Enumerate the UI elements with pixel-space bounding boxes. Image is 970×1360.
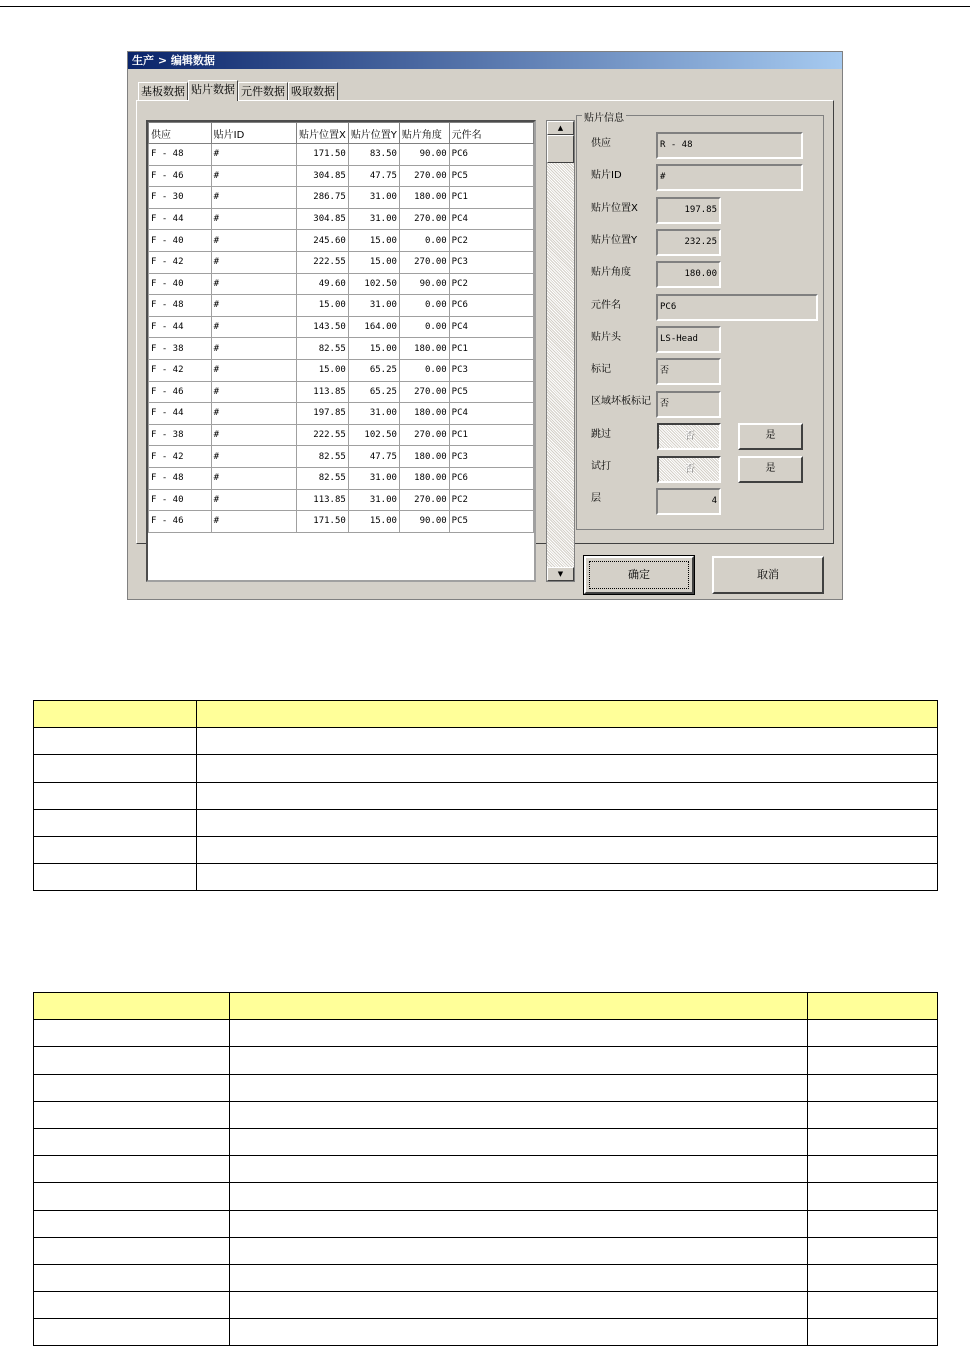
table-cell	[230, 1047, 808, 1074]
trial-yes-button[interactable]: 是	[738, 456, 803, 483]
cell-angle[interactable]: 0.00	[399, 359, 449, 381]
cell-pos-y[interactable]: 15.00	[348, 338, 399, 360]
cell-supply[interactable]: F - 38	[149, 338, 212, 360]
cell-pos-y[interactable]: 15.00	[348, 251, 399, 273]
table-cell	[197, 809, 938, 836]
table-row	[34, 1128, 938, 1155]
table-cell	[197, 782, 938, 809]
head-label: 贴片头	[591, 332, 621, 343]
cell-placement-id[interactable]: #	[211, 165, 296, 187]
focus-rect	[589, 561, 689, 589]
cell-pos-y[interactable]: 65.25	[348, 359, 399, 381]
table-row[interactable]	[149, 144, 534, 166]
head-field[interactable]: LS-Head	[656, 326, 721, 353]
cell-placement-id[interactable]: #	[211, 208, 296, 230]
table-cell	[34, 1319, 230, 1346]
table-row	[34, 1237, 938, 1264]
table-cell	[34, 1292, 230, 1319]
cell-supply[interactable]: F - 48	[149, 295, 212, 317]
angle-label: 贴片角度	[591, 267, 631, 278]
placement-id-field[interactable]: #	[656, 164, 803, 191]
cell-angle[interactable]: 90.00	[399, 273, 449, 295]
cell-part-name[interactable]: PC4	[449, 316, 533, 338]
cell-pos-x[interactable]: 49.60	[296, 273, 348, 295]
cell-supply[interactable]: F - 40	[149, 230, 212, 252]
cell-pos-x[interactable]: 82.55	[296, 467, 348, 489]
table-row[interactable]	[149, 424, 534, 446]
cell-part-name[interactable]: PC4	[449, 208, 533, 230]
cell-angle[interactable]: 270.00	[399, 424, 449, 446]
cell-placement-id[interactable]: #	[211, 338, 296, 360]
cell-supply[interactable]: F - 48	[149, 467, 212, 489]
table-cell	[34, 1183, 230, 1210]
cell-placement-id[interactable]: #	[211, 187, 296, 209]
cell-pos-y[interactable]: 31.00	[348, 403, 399, 425]
table-row	[34, 836, 938, 863]
table-row[interactable]	[149, 316, 534, 338]
table-cell	[34, 836, 197, 863]
table-row	[34, 1074, 938, 1101]
cell-placement-id[interactable]: #	[211, 381, 296, 403]
cell-pos-x[interactable]: 197.85	[296, 403, 348, 425]
layer-field[interactable]: 4	[656, 488, 721, 515]
cell-pos-x[interactable]: 82.55	[296, 446, 348, 468]
table-cell	[34, 1264, 230, 1291]
doc-table-2	[33, 992, 938, 1346]
cell-placement-id[interactable]: #	[211, 467, 296, 489]
cell-supply[interactable]: F - 44	[149, 208, 212, 230]
col-header-placement-id[interactable]: 贴片ID	[211, 123, 296, 144]
table-row[interactable]	[149, 165, 534, 187]
mark-label: 标记	[591, 364, 611, 375]
dialog-title: 生产 > 编辑数据	[128, 52, 842, 69]
cell-placement-id[interactable]: #	[211, 489, 296, 511]
table-row[interactable]	[149, 359, 534, 381]
cell-pos-y[interactable]: 31.00	[348, 295, 399, 317]
cell-pos-y[interactable]: 102.50	[348, 273, 399, 295]
table-cell	[34, 1156, 230, 1183]
scroll-thumb[interactable]	[547, 135, 574, 163]
cell-part-name[interactable]: PC1	[449, 338, 533, 360]
supply-field[interactable]: R - 48	[656, 132, 803, 159]
table-row[interactable]	[149, 489, 534, 511]
table-cell	[34, 993, 230, 1020]
cell-angle[interactable]: 180.00	[399, 187, 449, 209]
cell-pos-y[interactable]: 102.50	[348, 424, 399, 446]
table-cell	[34, 1101, 230, 1128]
cell-placement-id[interactable]: #	[211, 511, 296, 533]
cell-pos-x[interactable]: 15.00	[296, 295, 348, 317]
table-row[interactable]	[149, 187, 534, 209]
cell-placement-id[interactable]: #	[211, 295, 296, 317]
table-cell	[230, 1292, 808, 1319]
cell-part-name[interactable]: PC2	[449, 273, 533, 295]
cell-pos-x[interactable]: 245.60	[296, 230, 348, 252]
cell-angle[interactable]: 0.00	[399, 230, 449, 252]
cell-placement-id[interactable]: #	[211, 424, 296, 446]
cell-pos-x[interactable]: 222.55	[296, 251, 348, 273]
pos-x-label: 贴片位置X	[591, 203, 638, 214]
table-cell	[808, 1183, 938, 1210]
cell-placement-id[interactable]: #	[211, 316, 296, 338]
trial-label: 试打	[591, 461, 611, 472]
cell-supply[interactable]: F - 38	[149, 424, 212, 446]
table-row	[34, 1101, 938, 1128]
placement-id-label: 贴片ID	[591, 170, 622, 181]
table-cell	[230, 993, 808, 1020]
cell-supply[interactable]: F - 42	[149, 251, 212, 273]
cell-placement-id[interactable]: #	[211, 230, 296, 252]
table-cell	[34, 755, 197, 782]
table-cell	[230, 1128, 808, 1155]
cell-pos-x[interactable]: 286.75	[296, 187, 348, 209]
table-row[interactable]	[149, 446, 534, 468]
cell-pos-y[interactable]: 15.00	[348, 511, 399, 533]
table-cell	[808, 1128, 938, 1155]
table-cell	[34, 701, 197, 728]
cell-part-name[interactable]: PC6	[449, 467, 533, 489]
cell-part-name[interactable]: PC6	[449, 295, 533, 317]
table-cell	[197, 728, 938, 755]
table-row	[34, 1156, 938, 1183]
cell-angle[interactable]: 90.00	[399, 511, 449, 533]
table-cell	[230, 1264, 808, 1291]
table-cell	[808, 1264, 938, 1291]
table-cell	[808, 1210, 938, 1237]
cell-angle[interactable]: 0.00	[399, 316, 449, 338]
col-header-part-name[interactable]: 元件名	[449, 123, 533, 144]
cell-pos-x[interactable]: 171.50	[296, 144, 348, 166]
table-row	[34, 1210, 938, 1237]
cancel-button[interactable]: 取消	[712, 556, 824, 594]
table-cell	[808, 1101, 938, 1128]
table-row[interactable]	[149, 467, 534, 489]
cell-pos-y[interactable]: 15.00	[348, 230, 399, 252]
table-cell	[34, 1020, 230, 1047]
cell-supply[interactable]: F - 40	[149, 273, 212, 295]
skip-no-button[interactable]: 否	[657, 423, 721, 450]
table-row[interactable]	[149, 295, 534, 317]
table-cell	[34, 1047, 230, 1074]
skip-yes-button[interactable]: 是	[738, 423, 803, 450]
table-cell	[230, 1020, 808, 1047]
skip-label: 跳过	[591, 429, 611, 440]
cell-pos-y[interactable]: 31.00	[348, 467, 399, 489]
table-row	[34, 1047, 938, 1074]
cell-supply[interactable]: F - 40	[149, 489, 212, 511]
cell-pos-y[interactable]: 31.00	[348, 208, 399, 230]
tab-placement-data[interactable]: 贴片数据	[188, 80, 238, 101]
angle-field[interactable]: 180.00	[656, 261, 721, 288]
table-row	[34, 782, 938, 809]
table-row	[34, 1264, 938, 1291]
cell-pos-x[interactable]: 15.00	[296, 359, 348, 381]
table-cell	[230, 1156, 808, 1183]
table-cell	[808, 1237, 938, 1264]
bad-board-mark-label: 区域坏板标记	[591, 396, 651, 407]
cell-part-name[interactable]: PC3	[449, 359, 533, 381]
tab-pickup-data[interactable]: 吸取数据	[288, 82, 338, 100]
cell-part-name[interactable]: PC5	[449, 381, 533, 403]
cell-supply[interactable]: F - 46	[149, 165, 212, 187]
cell-supply[interactable]: F - 44	[149, 403, 212, 425]
cell-pos-x[interactable]: 143.50	[296, 316, 348, 338]
table-cell	[808, 1319, 938, 1346]
cell-angle[interactable]: 180.00	[399, 446, 449, 468]
cell-placement-id[interactable]: #	[211, 144, 296, 166]
tab-board-data[interactable]: 基板数据	[138, 82, 188, 100]
table-row[interactable]	[149, 251, 534, 273]
cell-pos-x[interactable]: 113.85	[296, 489, 348, 511]
table-cell	[808, 1156, 938, 1183]
cell-part-name[interactable]: PC5	[449, 511, 533, 533]
table-cell	[808, 1020, 938, 1047]
table-row	[34, 1183, 938, 1210]
cell-part-name[interactable]: PC5	[449, 165, 533, 187]
table-row[interactable]	[149, 230, 534, 252]
table-cell	[34, 864, 197, 891]
cell-supply[interactable]: F - 46	[149, 511, 212, 533]
cell-supply[interactable]: F - 42	[149, 359, 212, 381]
pos-y-field[interactable]: 232.25	[656, 229, 721, 256]
col-header-angle[interactable]: 贴片角度	[399, 123, 449, 144]
cell-angle[interactable]: 180.00	[399, 338, 449, 360]
table-cell	[230, 1183, 808, 1210]
cell-pos-y[interactable]: 31.00	[348, 489, 399, 511]
page-top-rule	[0, 6, 970, 7]
cell-angle[interactable]: 270.00	[399, 208, 449, 230]
trial-no-button[interactable]: 否	[657, 456, 721, 483]
table-cell	[230, 1319, 808, 1346]
table-cell	[808, 1047, 938, 1074]
placement-info-title: 贴片信息	[582, 109, 626, 124]
table-row	[34, 1020, 938, 1047]
table-row[interactable]	[149, 338, 534, 360]
cell-pos-y[interactable]: 47.75	[348, 446, 399, 468]
table-cell	[34, 1210, 230, 1237]
mark-field[interactable]: 否	[656, 358, 721, 385]
bad-board-mark-field[interactable]: 否	[656, 391, 721, 418]
cell-part-name[interactable]: PC1	[449, 424, 533, 446]
cell-pos-x[interactable]: 222.55	[296, 424, 348, 446]
cell-placement-id[interactable]: #	[211, 446, 296, 468]
edit-data-dialog	[127, 51, 843, 600]
cell-pos-y[interactable]: 65.25	[348, 381, 399, 403]
cell-supply[interactable]: F - 30	[149, 187, 212, 209]
cell-supply[interactable]: F - 46	[149, 381, 212, 403]
table-row	[34, 1292, 938, 1319]
table-cell	[197, 864, 938, 891]
table-cell	[808, 1074, 938, 1101]
grid-header-row	[149, 123, 534, 144]
cell-angle[interactable]: 270.00	[399, 381, 449, 403]
cell-part-name[interactable]: PC2	[449, 230, 533, 252]
col-header-pos-y[interactable]: 贴片位置Y	[348, 123, 399, 144]
cell-placement-id[interactable]: #	[211, 403, 296, 425]
table-row[interactable]	[149, 381, 534, 403]
cell-placement-id[interactable]: #	[211, 359, 296, 381]
table-row	[34, 864, 938, 891]
placement-grid[interactable]	[146, 120, 536, 582]
cell-angle[interactable]: 270.00	[399, 489, 449, 511]
cell-part-name[interactable]: PC6	[449, 144, 533, 166]
table-row[interactable]	[149, 511, 534, 533]
table-cell	[34, 728, 197, 755]
cell-part-name[interactable]: PC3	[449, 251, 533, 273]
cell-supply[interactable]: F - 44	[149, 316, 212, 338]
cell-part-name[interactable]: PC1	[449, 187, 533, 209]
scroll-down-icon[interactable]: ▼	[547, 567, 574, 581]
cell-pos-x[interactable]: 304.85	[296, 208, 348, 230]
table-cell	[34, 1074, 230, 1101]
cell-part-name[interactable]: PC4	[449, 403, 533, 425]
cell-angle[interactable]: 90.00	[399, 144, 449, 166]
cell-pos-y[interactable]: 31.00	[348, 187, 399, 209]
cell-angle[interactable]: 270.00	[399, 165, 449, 187]
cell-pos-x[interactable]: 171.50	[296, 511, 348, 533]
table-cell	[34, 782, 197, 809]
cell-angle[interactable]: 0.00	[399, 295, 449, 317]
table-header-row	[34, 993, 938, 1020]
table-row[interactable]	[149, 273, 534, 295]
pos-x-field[interactable]: 197.85	[656, 197, 721, 224]
table-cell	[808, 993, 938, 1020]
cell-angle[interactable]: 270.00	[399, 251, 449, 273]
cell-pos-y[interactable]: 164.00	[348, 316, 399, 338]
table-row	[34, 1319, 938, 1346]
table-cell	[197, 701, 938, 728]
table-row[interactable]	[149, 403, 534, 425]
cell-part-name[interactable]: PC3	[449, 446, 533, 468]
scroll-up-icon[interactable]: ▲	[547, 121, 574, 135]
pos-y-label: 贴片位置Y	[591, 235, 638, 246]
tab-component-data[interactable]: 元件数据	[238, 82, 288, 100]
ok-button-label: 确定	[628, 568, 650, 581]
table-cell	[197, 836, 938, 863]
cell-placement-id[interactable]: #	[211, 251, 296, 273]
cell-placement-id[interactable]: #	[211, 273, 296, 295]
table-row	[34, 728, 938, 755]
cell-part-name[interactable]: PC2	[449, 489, 533, 511]
cell-pos-y[interactable]: 83.50	[348, 144, 399, 166]
table-cell	[34, 809, 197, 836]
cell-pos-x[interactable]: 113.85	[296, 381, 348, 403]
cell-supply[interactable]: F - 42	[149, 446, 212, 468]
table-cell	[808, 1292, 938, 1319]
doc-table-1	[33, 700, 938, 891]
grid-vertical-scrollbar[interactable]	[546, 120, 575, 582]
col-header-pos-x[interactable]: 贴片位置X	[296, 123, 348, 144]
table-cell	[230, 1210, 808, 1237]
supply-label: 供应	[591, 138, 611, 149]
table-cell	[230, 1237, 808, 1264]
cell-pos-x[interactable]: 82.55	[296, 338, 348, 360]
table-row[interactable]	[149, 208, 534, 230]
col-header-supply[interactable]: 供应	[149, 123, 212, 144]
table-cell	[230, 1101, 808, 1128]
part-name-field[interactable]: PC6	[656, 294, 818, 321]
cell-pos-x[interactable]: 304.85	[296, 165, 348, 187]
table-header-row	[34, 701, 938, 728]
layer-label: 层	[591, 493, 601, 504]
cell-pos-y[interactable]: 47.75	[348, 165, 399, 187]
ok-button[interactable]	[584, 556, 694, 594]
cell-supply[interactable]: F - 48	[149, 144, 212, 166]
table-row	[34, 809, 938, 836]
table-cell	[230, 1074, 808, 1101]
cell-angle[interactable]: 180.00	[399, 403, 449, 425]
cell-angle[interactable]: 180.00	[399, 467, 449, 489]
table-row	[34, 755, 938, 782]
table-cell	[34, 1128, 230, 1155]
table-cell	[197, 755, 938, 782]
table-cell	[34, 1237, 230, 1264]
part-name-label: 元件名	[591, 300, 621, 311]
